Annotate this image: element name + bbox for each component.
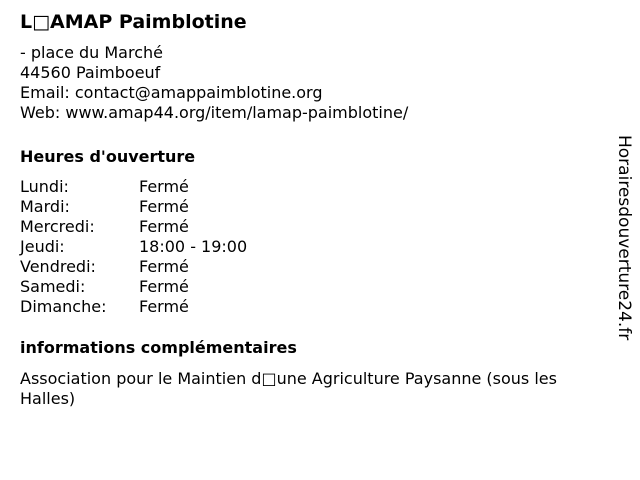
day-label: Dimanche:: [20, 297, 107, 316]
hours-row-friday: [20, 257, 610, 277]
business-card: [20, 9, 610, 409]
day-hours: Fermé: [139, 197, 189, 216]
day-label: Samedi:: [20, 277, 86, 296]
day-label: Jeudi:: [20, 237, 65, 256]
day-hours: Fermé: [139, 277, 189, 296]
hours-row-monday: [20, 177, 610, 197]
hours-row-sunday: [20, 297, 610, 317]
day-hours: Fermé: [139, 297, 189, 316]
hours-row-thursday: [20, 237, 610, 257]
business-name: L□AMAP Paimblotine: [20, 11, 247, 33]
day-hours: Fermé: [139, 257, 189, 276]
day-label: Lundi:: [20, 177, 69, 196]
day-hours: Fermé: [139, 217, 189, 236]
day-hours: 18:00 - 19:00: [139, 237, 248, 256]
hours-row-saturday: [20, 277, 610, 297]
web-line: Web: www.amap44.org/item/lamap-paimblotine/: [20, 103, 409, 122]
day-label: Mercredi:: [20, 217, 95, 236]
day-hours: Fermé: [139, 177, 189, 196]
day-label: Vendredi:: [20, 257, 96, 276]
day-label: Mardi:: [20, 197, 70, 216]
info-text: Association pour le Maintien d□une Agriculture Paysanne (sous les Halles): [20, 369, 557, 408]
site-watermark: Horairesdouverture24.fr: [614, 135, 634, 341]
address-line-city: 44560 Paimboeuf: [20, 63, 161, 82]
contact-block: [20, 43, 610, 123]
info-heading: informations complémentaires: [20, 338, 297, 357]
hours-row-tuesday: [20, 197, 610, 217]
address-line-street: - place du Marché: [20, 43, 163, 62]
hours-heading: Heures d'ouverture: [20, 147, 196, 166]
hours-table: [20, 177, 610, 317]
hours-row-wednesday: [20, 217, 610, 237]
email-line: Email: contact@amappaimblotine.org: [20, 83, 323, 102]
